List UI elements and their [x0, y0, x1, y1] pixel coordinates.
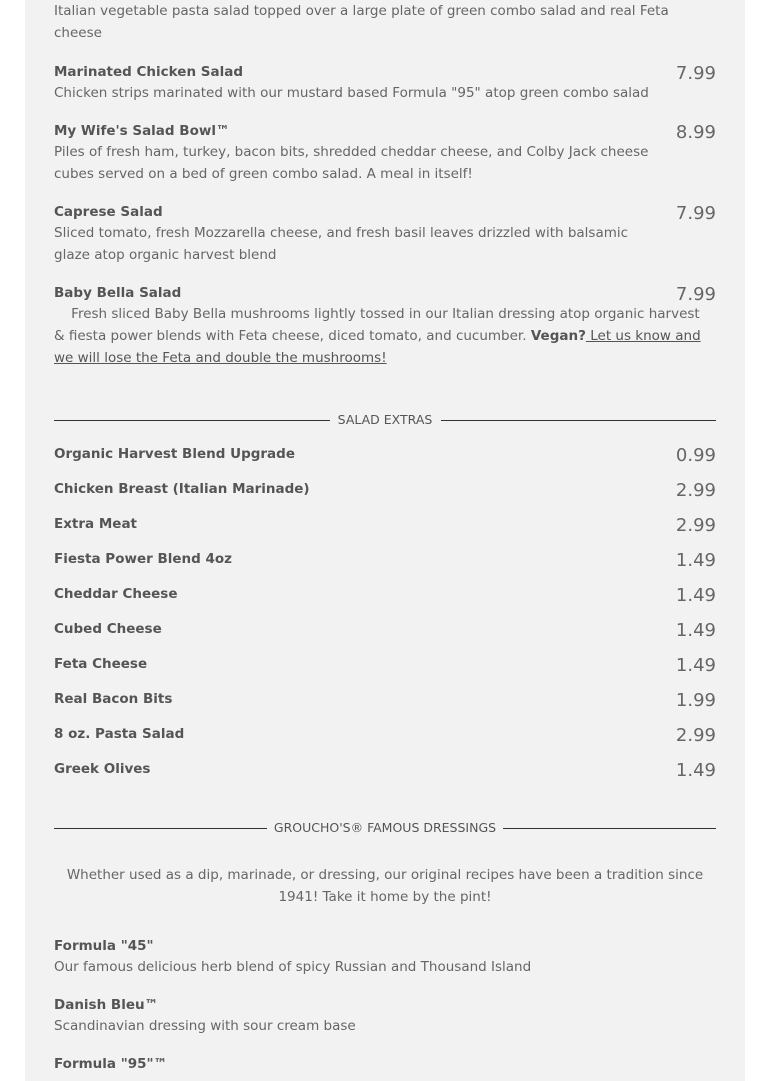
menu-item-description [54, 303, 714, 369]
extra-item-name: Cheddar Cheese [54, 586, 178, 602]
dressing-item-name: Formula "95"™ [54, 1056, 168, 1072]
menu-item-name: My Wife's Salad Bowl™ [54, 123, 230, 139]
salad-extras-heading: SALAD EXTRAS [337, 412, 433, 427]
menu-item-pasta-salad-topped [54, 0, 716, 44]
extra-item [54, 724, 716, 744]
menu-item-description: Italian vegetable pasta salad topped over a large plate of green combo salad and real Feta cheese [54, 3, 669, 41]
extra-item [54, 759, 716, 779]
extra-item-price: 1.49 [675, 655, 716, 676]
menu-item-name: Marinated Chicken Salad [54, 64, 243, 80]
menu-item-marinated-chicken-salad [54, 62, 716, 104]
extra-item-price: 0.99 [675, 445, 716, 466]
menu-item-name: Caprese Salad [54, 204, 163, 220]
dressings-heading: GROUCHO'S® FAMOUS DRESSINGS [273, 820, 497, 835]
dressing-item-formula-95 [54, 1054, 716, 1074]
extra-item-name: Chicken Breast (Italian Marinade) [54, 481, 310, 497]
extra-item [54, 619, 716, 639]
dressing-item-name: Formula "45" [54, 938, 154, 954]
extra-item [54, 549, 716, 569]
extra-item-price: 1.49 [675, 585, 716, 606]
extra-item [54, 584, 716, 604]
extra-item-name: Cubed Cheese [54, 621, 162, 637]
extra-item-price: 2.99 [675, 725, 716, 746]
menu-item-description: Piles of fresh ham, turkey, bacon bits, shredded cheddar cheese, and Colby Jack cheese cubes served on a bed of green combo salad. A meal in itself! [54, 144, 649, 182]
menu-panel [25, 0, 745, 1081]
menu-item-caprese-salad [54, 202, 716, 266]
menu-item-price: 7.99 [675, 203, 716, 224]
vegan-label: Vegan? [530, 328, 586, 344]
extra-item-price: 2.99 [675, 480, 716, 501]
dressings-divider [54, 818, 716, 838]
extra-item-price: 1.49 [675, 550, 716, 571]
extra-item-price: 1.49 [675, 620, 716, 641]
menu-item-baby-bella-salad [54, 283, 716, 369]
extra-item [54, 479, 716, 499]
vegan-note-link[interactable]: Let us know and we will lose the Feta and double the mushrooms! [54, 328, 701, 366]
extra-item [54, 444, 716, 464]
menu-item-description: Chicken strips marinated with our mustard based Formula "95" atop green combo salad [54, 85, 649, 101]
extra-item-price: 1.99 [675, 690, 716, 711]
salad-extras-divider [54, 410, 716, 430]
menu-item-my-wifes-salad-bowl [54, 121, 716, 185]
extra-item [54, 654, 716, 674]
menu-item-price: 7.99 [675, 63, 716, 84]
extra-item [54, 689, 716, 709]
extra-item-price: 2.99 [675, 515, 716, 536]
extra-item-name: Extra Meat [54, 516, 138, 532]
dressing-item-name: Danish Bleu™ [54, 997, 159, 1013]
menu-item-price: 7.99 [675, 284, 716, 305]
menu-item-description: Sliced tomato, fresh Mozzarella cheese, and fresh basil leaves drizzled with balsamic glaze atop organic harvest blend [54, 225, 629, 263]
extra-item-name: Fiesta Power Blend 4oz [54, 551, 233, 567]
dressing-item-danish-bleu [54, 995, 716, 1037]
menu-item-description-text: Fresh sliced Baby Bella mushrooms lightly tossed in our Italian dressing atop organic harvest & fiesta power blends with Feta cheese, diced tomato, and cucumber. [54, 306, 700, 344]
dressing-item-description: Our famous delicious herb blend of spicy Russian and Thousand Island [54, 959, 532, 975]
menu-item-price: 8.99 [675, 122, 716, 143]
extra-item-name: Organic Harvest Blend Upgrade [54, 446, 295, 462]
extra-item-name: Real Bacon Bits [54, 691, 173, 707]
extra-item-price: 1.49 [675, 760, 716, 781]
dressing-item-description: Scandinavian dressing with sour cream base [54, 1018, 356, 1034]
menu-item-name: Baby Bella Salad [54, 285, 182, 301]
extra-item-name: Feta Cheese [54, 656, 148, 672]
dressings-intro: Whether used as a dip, marinade, or dressing, our original recipes have been a tradition since 1941! Take it home by the pint! [66, 867, 704, 905]
extra-item [54, 514, 716, 534]
dressing-item-formula-45 [54, 936, 716, 978]
extra-item-name: 8 oz. Pasta Salad [54, 726, 185, 742]
extra-item-name: Greek Olives [54, 761, 151, 777]
